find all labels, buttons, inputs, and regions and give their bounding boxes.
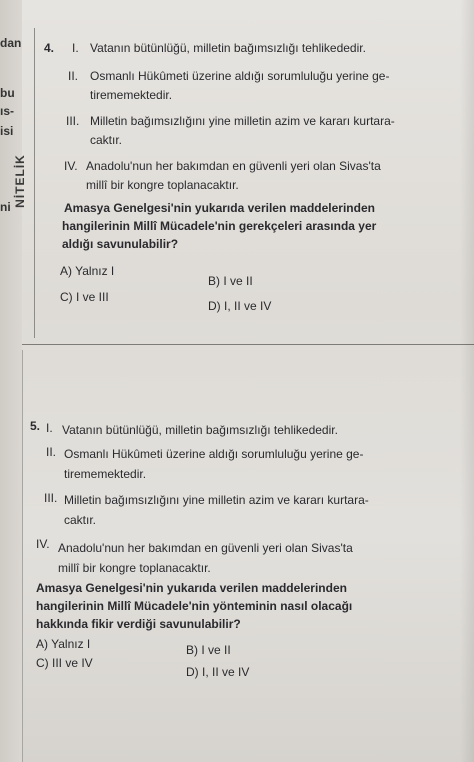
option-c[interactable]: C) I ve III xyxy=(60,290,109,304)
item-roman: III. xyxy=(44,491,58,505)
item-roman: III. xyxy=(66,114,80,128)
item-roman: II. xyxy=(68,69,79,83)
margin-fragment: bu xyxy=(0,86,15,100)
question-stem: hakkında fikir verdiği savunulabilir? xyxy=(36,617,241,631)
question-divider xyxy=(22,344,474,345)
margin-fragment: ni xyxy=(0,200,11,214)
margin-fragment: isi xyxy=(0,124,14,138)
item-text: Anadolu'nun her bakımdan en güvenli yeri olan Sivas'ta xyxy=(58,541,353,555)
item-text: millî bir kongre toplanacaktır. xyxy=(86,178,239,192)
question-number: 4. xyxy=(44,41,55,55)
option-a[interactable]: A) Yalnız I xyxy=(36,637,91,651)
question-stem: aldığı savunulabilir? xyxy=(62,237,179,251)
item-text: Vatanın bütünlüğü, milletin bağımsızlığı tehlikededir. xyxy=(90,41,366,55)
brand-text: NİTELİK xyxy=(13,154,27,208)
item-text: millî bir kongre toplanacaktır. xyxy=(58,561,211,575)
option-a[interactable]: A) Yalnız I xyxy=(60,264,115,278)
publisher-logo xyxy=(8,130,30,240)
option-d[interactable]: D) I, II ve IV xyxy=(208,299,272,313)
item-text: tirememektedir. xyxy=(64,467,147,481)
item-text: Anadolu'nun her bakımdan en güvenli yeri olan Sivas'ta xyxy=(86,159,381,173)
item-text: caktır. xyxy=(64,513,97,527)
question-stem: Amasya Genelgesi'nin yukarıda verilen maddelerinden xyxy=(36,581,347,595)
item-roman: I. xyxy=(72,41,79,55)
item-text: Vatanın bütünlüğü, milletin bağımsızlığı tehlikededir. xyxy=(62,423,338,437)
item-roman: IV. xyxy=(64,159,78,173)
item-text: Milletin bağımsızlığını yine milletin azim ve kararı kurtara- xyxy=(64,493,369,507)
option-b[interactable]: B) I ve II xyxy=(186,643,231,657)
question-stem: hangilerinin Millî Mücadele'nin yönteminin nasıl olacağı xyxy=(36,599,353,613)
margin-fragment: ıs- xyxy=(0,104,15,118)
option-b[interactable]: B) I ve II xyxy=(208,274,253,288)
item-roman: II. xyxy=(46,445,57,459)
item-text: Osmanlı Hükûmeti üzerine aldığı sorumluluğu yerine ge- xyxy=(64,447,364,461)
column-divider xyxy=(22,350,23,762)
item-roman: I. xyxy=(46,421,53,435)
item-text: Osmanlı Hükûmeti üzerine aldığı sorumluluğu yerine ge- xyxy=(90,69,390,83)
question-number: 5. xyxy=(30,419,41,433)
column-divider xyxy=(34,28,35,338)
page-shadow xyxy=(460,0,474,762)
item-roman: IV. xyxy=(36,537,50,551)
option-d[interactable]: D) I, II ve IV xyxy=(186,665,250,679)
item-text: tirememektedir. xyxy=(90,88,173,102)
question-stem: Amasya Genelgesi'nin yukarıda verilen maddelerinden xyxy=(64,201,375,215)
option-c[interactable]: C) III ve IV xyxy=(36,656,93,670)
question-stem: hangilerinin Millî Mücadele'nin gerekçeleri arasında yer xyxy=(62,219,377,233)
margin-fragment: dan xyxy=(0,36,22,50)
item-text: caktır. xyxy=(90,133,123,147)
item-text: Milletin bağımsızlığını yine milletin azim ve kararı kurtara- xyxy=(90,114,395,128)
